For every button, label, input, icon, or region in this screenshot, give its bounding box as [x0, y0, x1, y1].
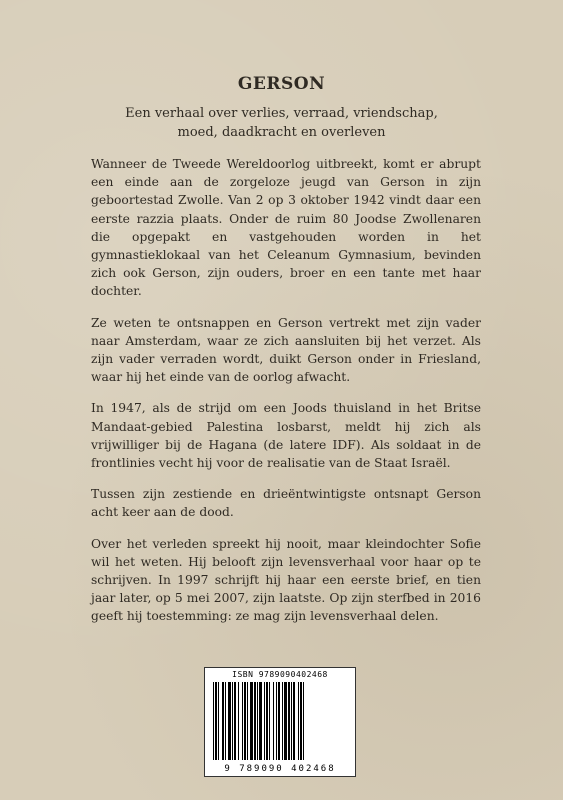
subtitle-line-1: Een verhaal over verlies, verraad, vriendschap,	[125, 106, 438, 121]
blurb-paragraph-2: Ze weten te ontsnappen en Gerson vertrekt met zijn vader naar Amsterdam, waar ze zich aansluiten bij het verzet. Als zijn vader verraden wordt, duikt Gerson onder in Friesland, waar hij het einde van de oorlog afwacht.	[91, 315, 481, 385]
isbn-digits: 9 789090 402468	[224, 764, 336, 774]
book-subtitle	[60, 104, 503, 142]
isbn-barcode	[204, 667, 356, 777]
barcode-bars	[213, 682, 347, 760]
isbn-label: ISBN 9789090402468	[232, 670, 328, 679]
blurb	[91, 155, 481, 639]
barcode-gap	[304, 682, 306, 760]
book-title: GERSON	[237, 74, 326, 94]
subtitle-line-2: moed, daadkracht en overleven	[177, 125, 386, 140]
blurb-paragraph-1: Wanneer de Tweede Wereldoorlog uitbreekt, komt er abrupt een einde aan de zorgeloze jeugd van Gerson in zijn geboortestad Zwolle. Van 2 op 3 oktober 1942 vindt daar een eerste razzia plaats. Onder de ruim 80 Joodse Zwollenaren die opgepakt en vastgehouden worden in het gymnastieklokaal van het Celeanum Gymnasium, bevinden zich ook Gerson, zijn ouders, broer en een tante met haar dochter.	[91, 157, 481, 299]
blurb-paragraph-3: In 1947, als de strijd om een Joods thuisland in het Britse Mandaat-gebied Palestina losbarst, meldt hij zich als vrijwilliger bij de Hagana (de latere IDF). Als soldaat in de frontlinies vecht hij voor de realisatie van de Staat Israël.	[91, 401, 481, 471]
blurb-paragraph-5: Over het verleden spreekt hij nooit, maar kleindochter Sofie wil het weten. Hij belooft zijn levensverhaal voor haar op te schrijven. In 1997 schrijft hij haar een eerste brief, en tien jaar later, op 5 mei 2007, zijn laatste. Op zijn sterfbed in 2016 geeft hij toestemming: ze mag zijn levensverhaal delen.	[91, 536, 481, 624]
blurb-paragraph-4: Tussen zijn zestiende en drieëntwintigste ontsnapt Gerson acht keer aan de dood.	[91, 487, 481, 520]
